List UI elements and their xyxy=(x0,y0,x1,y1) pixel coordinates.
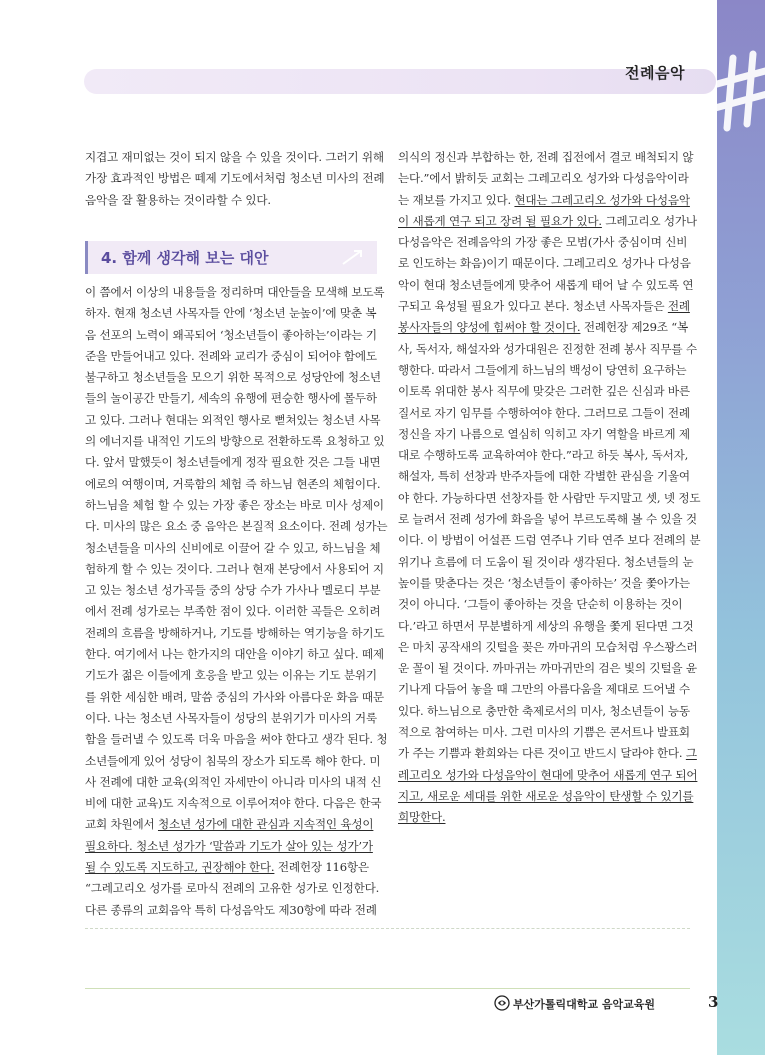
text-line: 악이 현대 청소년들에게 맞추어 새롭게 태어 날 수 있도록 연 xyxy=(398,277,694,292)
underlined-text-line: 지고, 새로운 세대를 위한 새로운 성음악이 탄생할 수 있기를 xyxy=(398,788,694,803)
text-line: 대로 수행하도록 교육하여야 한다.”라고 하듯 복사, 독서자, xyxy=(398,448,689,463)
side-decorative-band xyxy=(717,0,765,1055)
text-line: 로 인도하는 화음)이기 때문이다. 그레고리오 성가나 다성음 xyxy=(398,256,691,271)
page-header-title: 전례음악 xyxy=(625,64,685,82)
text-line: 를 위한 세심한 배려, 말씀 중심의 가사와 아름다운 화음 때문 xyxy=(85,689,384,704)
underlined-text: 청소년 성가에 대한 관심과 지속적인 육성이 xyxy=(157,817,374,832)
left-column-body xyxy=(85,282,388,921)
text-line: 로 늘려서 전례 성가에 화음을 넣어 부르도록해 볼 수 있을 것 xyxy=(398,512,697,527)
text-line: 해설자, 특히 선창과 반주자들에 대한 각별한 관심을 기울여 xyxy=(398,469,690,484)
text-line: 불구하고 청소년들을 모으기 위한 목적으로 성당안에 청소년 xyxy=(85,370,381,385)
text-line: 음 선포의 노력이 왜곡되어 ‘청소년들이 좋아하는’이라는 기 xyxy=(85,327,377,342)
footer-divider xyxy=(85,988,690,989)
text-line: 높이를 맞춘다는 것은 ‘청소년들이 좋아하는’ 것을 쫓아가는 xyxy=(398,575,690,590)
text-line: 청소년들을 미사의 신비에로 이끌어 갈 수 있고, 하느님을 체 xyxy=(85,540,381,555)
text-fragment: 전례헌장 제29조 “복 xyxy=(580,320,688,335)
divider xyxy=(85,928,690,929)
header-bar xyxy=(84,69,716,94)
text-line: 한다. 여기에서 나는 한가지의 대안을 이야기 하고 싶다. 떼제 xyxy=(85,647,384,662)
text-fragment: 전례헌장 116항은 xyxy=(274,860,369,875)
text-line: 지겹고 재미없는 것이 되지 않을 수 있을 것이다. 그러기 위해 xyxy=(85,150,384,164)
text-line: 다. 앞서 말했듯이 청소년들에게 정작 필요한 것은 그들 내면 xyxy=(85,455,381,470)
text-line: 함을 들러낼 수 있도록 더욱 마음을 써야 한다고 생각 된다. 청 xyxy=(85,732,388,747)
text-line: 이다. 나는 청소년 사목자들이 성당의 분위기가 미사의 거룩 xyxy=(85,710,377,725)
text-line: 것이 아니다. ‘그들이 좋아하는 것을 단순히 이용하는 것이 xyxy=(398,597,683,612)
text-line xyxy=(398,190,689,211)
text-line: 은 마치 공작새의 깃털을 꽂은 까마귀의 모습처럼 우스꽝스러 xyxy=(398,639,698,654)
underlined-text: 전례 xyxy=(667,299,690,314)
text-line: 들의 놀이공간 만들기, 세속의 유행에 편승한 행사에 몰두하 xyxy=(85,391,377,406)
text-line xyxy=(398,211,697,232)
underlined-text: 그 xyxy=(685,746,697,761)
text-line: 정신을 자기 나름으로 열심히 익히고 자기 역할을 바르게 제 xyxy=(398,426,690,441)
text-line: 있다. 하느님으로 충만한 축제로서의 미사, 청소년들이 능동 xyxy=(398,703,690,718)
underlined-text-line: 필요하다. 청소년 성가가 ‘말씀과 기도가 살아 있는 성가’가 xyxy=(85,838,373,853)
text-line: 의식의 정신과 부합하는 한, 전례 집전에서 결코 배척되지 않 xyxy=(398,150,694,164)
left-column-intro xyxy=(85,147,385,211)
text-line: 사 전례에 대한 교육(외적인 자세만이 아니라 미사의 내적 신 xyxy=(85,774,382,789)
text-line: 기도가 젊은 이들에게 호응을 받고 있는 이유는 기도 분위기 xyxy=(85,668,377,683)
text-fragment: 는 재보를 가지고 있다. xyxy=(398,192,515,207)
diagonal-arrow-icon xyxy=(341,248,365,266)
text-line: 운 꼴이 될 것이다. 까마귀는 까마귀만의 검은 빛의 깃털을 윤 xyxy=(398,661,697,676)
heading-accent-bar xyxy=(85,241,88,274)
text-line xyxy=(398,296,689,317)
university-logo-icon xyxy=(494,995,510,1011)
text-line: 하자. 현재 청소년 사목자들 안에 ‘청소년 눈높이’에 맞춘 복 xyxy=(85,306,377,321)
right-column-body xyxy=(398,147,701,829)
text-line: 의 에너지를 내적인 기도의 방향으로 전환하도록 요청하고 있 xyxy=(85,434,385,449)
page-number: 3 xyxy=(708,993,719,1011)
text-line: 에로의 여행이며, 거룩함의 체험 즉 하느님 현존의 체험이다. xyxy=(85,476,381,491)
text-line: 질서로 자기 임무를 수행하여야 한다. 그러므로 그들이 전례 xyxy=(398,405,690,420)
text-line: 다. 미사의 많은 요소 중 음악은 본질적 요소이다. 전례 성가는 xyxy=(85,519,388,534)
text-line: “그레고리오 성가를 로마식 전례의 고유한 성가로 인정한다. xyxy=(85,881,380,896)
text-line xyxy=(85,857,377,878)
footer-institution: 부산가톨릭대학교 음악교육원 xyxy=(513,998,655,1011)
text-fragment: 교회 차원에서 xyxy=(85,817,158,832)
text-line: 다성음악은 전례음악의 가장 좋은 모범(가사 중심이며 신비 xyxy=(398,235,688,250)
text-line: 이토록 위대한 봉사 직무에 맞갖은 그러한 깊은 신심과 바른 xyxy=(398,384,690,399)
text-line: 소년들에게 있어 성당이 침묵의 장소가 되도록 해야 한다. 미 xyxy=(85,753,381,768)
text-fragment: 가 주는 기쁨과 환희와는 다른 것이고 반드시 달라야 한다. xyxy=(398,746,686,761)
text-line xyxy=(85,814,377,835)
text-line: 는다.”에서 밝히듯 교회는 그레고리오 성가와 다성음악이라 xyxy=(398,171,689,186)
text-line: 가장 효과적인 방법은 떼제 기도에서처럼 청소년 미사의 전례 xyxy=(85,171,385,186)
text-line: 다른 종류의 교회음악 특히 다성음악도 제30항에 따라 전례 xyxy=(85,902,377,917)
section-title: 4. 함께 생각해 보는 대안 xyxy=(101,249,269,267)
text-line xyxy=(398,807,689,828)
underlined-text-line: 레고리오 성가와 다성음악이 현대에 맞추어 새롭게 연구 되어 xyxy=(398,767,698,782)
text-fragment: 구되고 육성될 필요가 있다고 본다. 청소년 사목자들은 xyxy=(398,299,668,314)
text-line xyxy=(398,317,689,338)
text-fragment: 그레고리오 성가나 xyxy=(601,213,697,228)
text-line: 에서 전례 성가로는 부족한 점이 있다. 이러한 곡들은 오히려 xyxy=(85,604,381,619)
underlined-text: 이 새롭게 연구 되고 장려 될 필요가 있다. xyxy=(398,213,602,228)
text-line: 비에 대한 교육)도 지속적으로 이루어져야 한다. 다음은 한국 xyxy=(85,796,382,811)
sharp-sign-icon xyxy=(713,48,771,134)
text-line: 하느님을 체험 할 수 있는 가장 좋은 장소는 바로 미사 성제이 xyxy=(85,497,384,512)
section-heading xyxy=(85,241,377,274)
text-line xyxy=(398,743,697,764)
text-line: 이다. 이 방법이 어설픈 드럼 연주나 기타 연주 보다 전례의 분 xyxy=(398,533,701,548)
text-line: 사, 독서자, 해설자와 성가대원은 진정한 전례 봉사 직무를 수 xyxy=(398,341,697,356)
text-line: 음악을 잘 활용하는 것이라할 수 있다. xyxy=(85,192,271,207)
underlined-text: 될 수 있도록 지도하고, 권장해야 한다. xyxy=(85,860,275,875)
text-line: 준을 만들어내고 있다. 전례와 교리가 중심이 되어야 함에도 xyxy=(85,348,377,363)
text-line: 기나게 다듬어 놓을 때 그만의 아름다움을 제대로 드어낼 수 xyxy=(398,682,690,697)
text-line: 전례의 흐름을 방해하거나, 기도를 방해하는 역기능을 하기도 xyxy=(85,625,385,640)
text-line: 험하게 할 수 있는 것이다. 그러나 현재 본당에서 사용되어 지 xyxy=(85,561,384,576)
text-line: 행한다. 따라서 그들에게 하느님의 백성이 당연히 요구하는 xyxy=(398,362,687,377)
text-line: 위기나 흐름에 더 도움이 될 것이라 생각된다. 청소년들의 눈 xyxy=(398,554,694,569)
text-line: 다.’라고 하면서 무분별하게 세상의 유행을 쫓게 된다면 그것 xyxy=(398,618,694,633)
text-line: 이 쯤에서 이상의 내용들을 정리하며 대안들을 모색해 보도록 xyxy=(85,285,385,299)
text-line: 적으로 참여하는 미사. 그런 미사의 기쁨은 콘서트나 발표회 xyxy=(398,725,690,740)
underlined-text: 현대는 그레고리오 성가와 다성음악 xyxy=(514,192,690,207)
text-line: 고 있는 청소년 성가곡들 중의 상당 수가 가사나 멜로디 부분 xyxy=(85,583,381,598)
text-line: 고 있다. 그러나 현대는 외적인 행사로 뻗쳐있는 청소년 사목 xyxy=(85,412,381,427)
underlined-text: 희망한다. xyxy=(398,810,446,825)
text-line: 야 한다. 가능하다면 선창자를 한 사람만 두지말고 셋, 넷 정도 xyxy=(398,490,701,505)
underlined-text: 봉사자들의 양성에 힘써야 할 것이다. xyxy=(398,320,581,335)
